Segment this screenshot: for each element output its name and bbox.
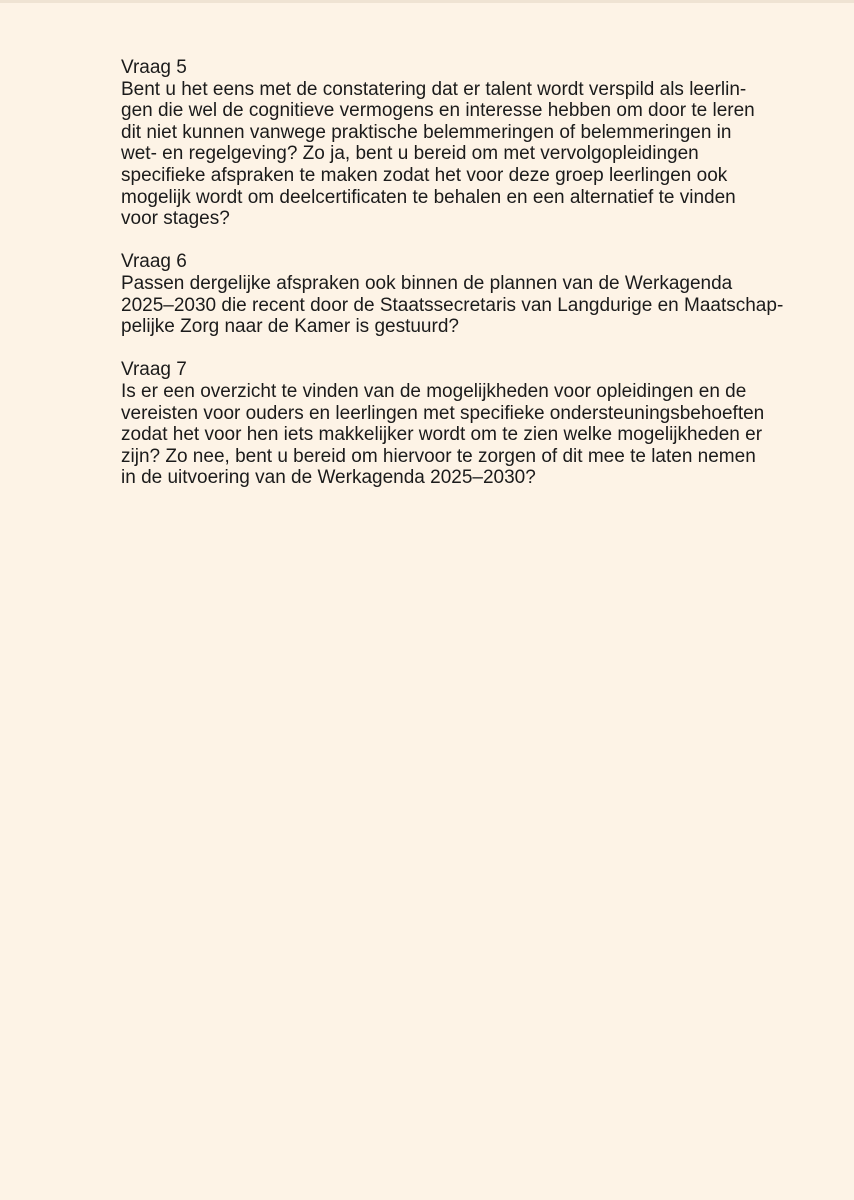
question-text-line: dit niet kunnen vanwege praktische belemmeringen of belemmeringen in bbox=[121, 121, 732, 143]
question-text-line: Passen dergelijke afspraken ook binnen de plannen van de Werkagenda bbox=[121, 272, 733, 294]
question-heading: Vraag 7 bbox=[121, 359, 187, 381]
question-text-line: specifieke afspraken te maken zodat het voor deze groep leerlingen ook bbox=[121, 164, 728, 186]
question-text-line: Bent u het eens met de constatering dat er talent wordt verspild als leerlin- bbox=[121, 78, 747, 100]
question-5 bbox=[121, 57, 801, 230]
question-text-line: vereisten voor ouders en leerlingen met specifieke ondersteuningsbehoeften bbox=[121, 402, 765, 424]
document-page bbox=[121, 57, 801, 510]
question-text-line: voor stages? bbox=[121, 208, 230, 230]
question-text-line: zijn? Zo nee, bent u bereid om hiervoor te zorgen of dit mee te laten nemen bbox=[121, 445, 756, 467]
question-6 bbox=[121, 251, 801, 337]
question-text-line: in de uitvoering van de Werkagenda 2025–2030? bbox=[121, 467, 536, 489]
question-heading: Vraag 6 bbox=[121, 251, 187, 273]
question-text-line: 2025–2030 die recent door de Staatssecretaris van Langdurige en Maatschap- bbox=[121, 294, 784, 316]
question-text-line: wet- en regelgeving? Zo ja, bent u bereid om met vervolgopleidingen bbox=[121, 143, 699, 165]
question-text-line: mogelijk wordt om deelcertificaten te behalen en een alternatief te vinden bbox=[121, 186, 736, 208]
question-heading: Vraag 5 bbox=[121, 57, 187, 78]
question-text-line: zodat het voor hen iets makkelijker wordt om te zien welke mogelijkheden er bbox=[121, 424, 763, 446]
question-text-line: pelijke Zorg naar de Kamer is gestuurd? bbox=[121, 316, 459, 338]
question-text-line: Is er een overzicht te vinden van de mogelijkheden voor opleidingen en de bbox=[121, 380, 747, 402]
page-top-edge bbox=[0, 0, 854, 3]
question-text-line: gen die wel de cognitieve vermogens en interesse hebben om door te leren bbox=[121, 100, 755, 122]
question-7 bbox=[121, 359, 801, 489]
